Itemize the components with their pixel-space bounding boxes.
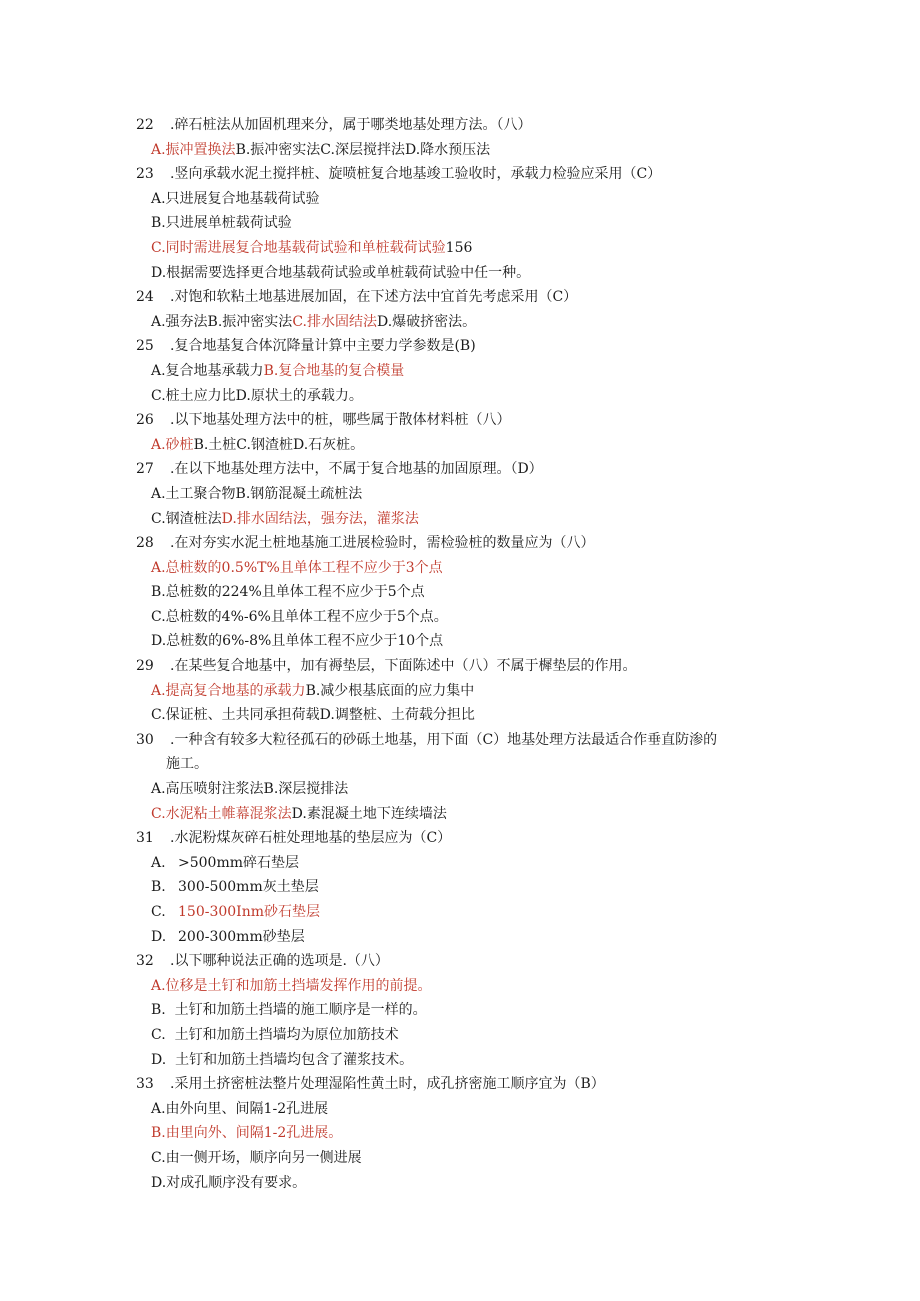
answer-text: B.由里向外、间隔1-2孔进展。 [151,1125,343,1142]
option-line [136,703,796,728]
question-stem [136,826,796,851]
question-number: 33 [136,1076,154,1093]
answer-text: A.提高复合地基的承载力 [151,682,306,699]
question-text: .以下地基处理方法中的桩，哪些属于散体材料桩（八） [170,412,511,429]
option-line [136,310,796,335]
option-line [136,556,796,581]
question-text: .采用土挤密桩法整片处理湿陷性黄土时，成孔挤密施工顺序宜为（B） [170,1076,605,1093]
answer-text: 150-300Inm砂石垫层 [178,904,320,920]
option-text: 300-500mm灰土垫层 [178,879,319,896]
option-text: D.爆破挤密法。 [376,313,477,330]
question-22 [136,113,796,162]
answer-text: D.排水固结法，强夯法，灌浆法 [221,510,419,527]
option-text: B.只进展单桩载荷试验 [151,215,292,232]
question-number: 31 [136,830,154,847]
option-line [136,851,796,876]
option-line [136,138,796,163]
option-line [136,261,796,286]
answer-text: A.总桩数的0.5%T%且单体工程不应少于3个点 [151,559,443,576]
question-stem [136,1072,796,1097]
question-31 [136,826,796,949]
question-number: 32 [136,953,154,970]
question-32 [136,949,796,1072]
option-line [136,1121,796,1146]
option-line [136,236,796,261]
option-text: B.振冲密实法C.深层搅拌法D.降水预压法 [235,141,491,158]
option-line [136,802,796,827]
option-text: 156 [445,239,473,256]
option-text: A.复合地基承载力 [151,362,264,379]
question-27 [136,457,796,531]
option-line [136,580,796,605]
question-list [136,113,796,1195]
option-line [136,384,796,409]
option-line [136,1171,796,1196]
option-line [136,482,796,507]
question-25 [136,334,796,408]
question-number: 25 [136,338,154,355]
option-text: C.保证桩、土共同承担荷载D.调整桩、土荷载分担比 [151,707,475,724]
option-text: A.由外向里、间隔1-2孔进展 [151,1100,329,1117]
option-text: D.对成孔顺序没有要求。 [151,1174,307,1191]
question-stem [136,949,796,974]
option-line [136,211,796,236]
option-text: B. [151,879,166,896]
option-text: A.土工聚合物B.钢筋混凝土疏桩法 [151,485,363,502]
question-stem [136,113,796,138]
question-stem [136,162,796,187]
option-line [136,900,796,925]
option-line [136,1146,796,1171]
question-number: 29 [136,658,154,675]
answer-text: A.位移是土钉和加筋土挡墙发挥作用的前提。 [151,977,432,994]
option-line [136,507,796,532]
option-line [136,359,796,384]
question-number: 24 [136,289,154,306]
question-text: .在以下地基处理方法中，不属于复合地基的加固原理。（D） [170,461,543,478]
option-line [136,605,796,630]
option-line [136,187,796,212]
option-line [136,998,796,1023]
question-text: .对饱和软粘土地基进展加固，在下述方法中宜首先考虑采用（C） [170,289,578,306]
question-stem [136,334,796,359]
option-text: C. [151,904,166,920]
answer-text: A.振冲置换法 [151,141,236,158]
option-line [136,1097,796,1122]
question-text: .碎石桩法从加固机理来分，属于哪类地基处理方法。（八） [170,117,532,133]
option-line [136,875,796,900]
option-text: D. [151,928,167,945]
question-stem [136,457,796,482]
option-text: D.总桩数的6%-8%且单体工程不应少于10个点 [151,633,444,650]
option-text: C.钢渣桩法 [151,510,222,527]
option-line [136,679,796,704]
answer-text: C.排水固结法 [292,313,377,330]
option-text: D.素混凝土地下连续墙法 [291,805,447,822]
question-text: .水泥粉煤灰碎石桩处理地基的垫层应为（C） [170,830,452,847]
option-line [136,777,796,802]
question-text: .一种含有较多大粒径孤石的砂砾土地基，用下面（C）地基处理方法最适合作垂直防渗的 [170,731,718,748]
question-stem [136,654,796,679]
question-number: 22 [136,117,154,133]
answer-text: B.复合地基的复合模量 [263,362,405,379]
question-number: 28 [136,535,154,552]
question-29 [136,654,796,728]
question-text: .在对夯实水泥土桩地基施工进展检验时，需检验桩的数量应为（八） [170,535,595,552]
option-text: A.高压喷射注浆法B.深层搅排法 [151,781,349,798]
question-number: 23 [136,166,154,183]
option-text: C.桩土应力比D.原状土的承载力。 [151,387,363,404]
question-26 [136,408,796,457]
option-text: B.土桩C.钢渣桩D.石灰桩。 [193,436,365,453]
question-text: .以下哪种说法正确的选项是.（八） [170,953,389,970]
option-line [136,629,796,654]
option-text: A.只进展复合地基载荷试验 [151,190,320,207]
option-text: A. [151,854,166,871]
question-24 [136,285,796,334]
option-text: B.总桩数的224%且单体工程不应少于5个点 [151,584,425,601]
option-line [136,925,796,950]
question-30 [136,728,796,826]
question-number: 26 [136,412,154,429]
answer-text: A.砂桩 [151,436,194,453]
option-line [136,974,796,999]
option-text: D.根据需要选择更合地基载荷试验或单桩载荷试验中任一种。 [151,264,531,281]
option-line [136,1048,796,1073]
option-text: >500mm碎石垫层 [178,854,300,871]
option-text: C. 土钉和加筋土挡墙均为原位加筋技术 [151,1026,399,1043]
question-text-continued: 施工。 [166,756,208,773]
option-text: D. 土钉和加筋土挡墙均包含了灌浆技术。 [151,1051,414,1068]
question-number: 30 [136,731,154,748]
question-28 [136,531,796,654]
option-line [136,433,796,458]
question-23 [136,162,796,285]
question-text: .竖向承载水泥土搅拌桩、旋喷桩复合地基竣工验收时，承载力检验应采用（C） [170,166,662,183]
option-text: 200-300mm砂垫层 [178,928,305,945]
question-text: .在某些复合地基中，加有褥垫层，下面陈述中（八）不属于樨垫层的作用。 [170,658,637,675]
answer-text: C.水泥粘土帷幕混浆法 [151,805,292,822]
option-text: B.减少根基底面的应力集中 [305,682,475,699]
option-text: A.强夯法B.振冲密实法 [151,313,293,330]
question-stem [136,408,796,433]
question-text: .复合地基复合体沉降量计算中主要力学参数是(B) [170,338,476,355]
question-number: 27 [136,461,154,478]
option-text: C.总桩数的4%-6%且单体工程不应少于5个点。 [151,608,448,625]
answer-text: C.同时需进展复合地基载荷试验和单桩载荷试验 [151,239,446,256]
option-text: B. 土钉和加筋土挡墙的施工顺序是一样的。 [151,1002,427,1019]
question-stem [136,285,796,310]
question-stem [136,728,796,753]
question-stem [136,531,796,556]
option-line [136,1023,796,1048]
option-text: C.由一侧开场，顺序向另一侧进展 [151,1149,362,1166]
question-33 [136,1072,796,1195]
